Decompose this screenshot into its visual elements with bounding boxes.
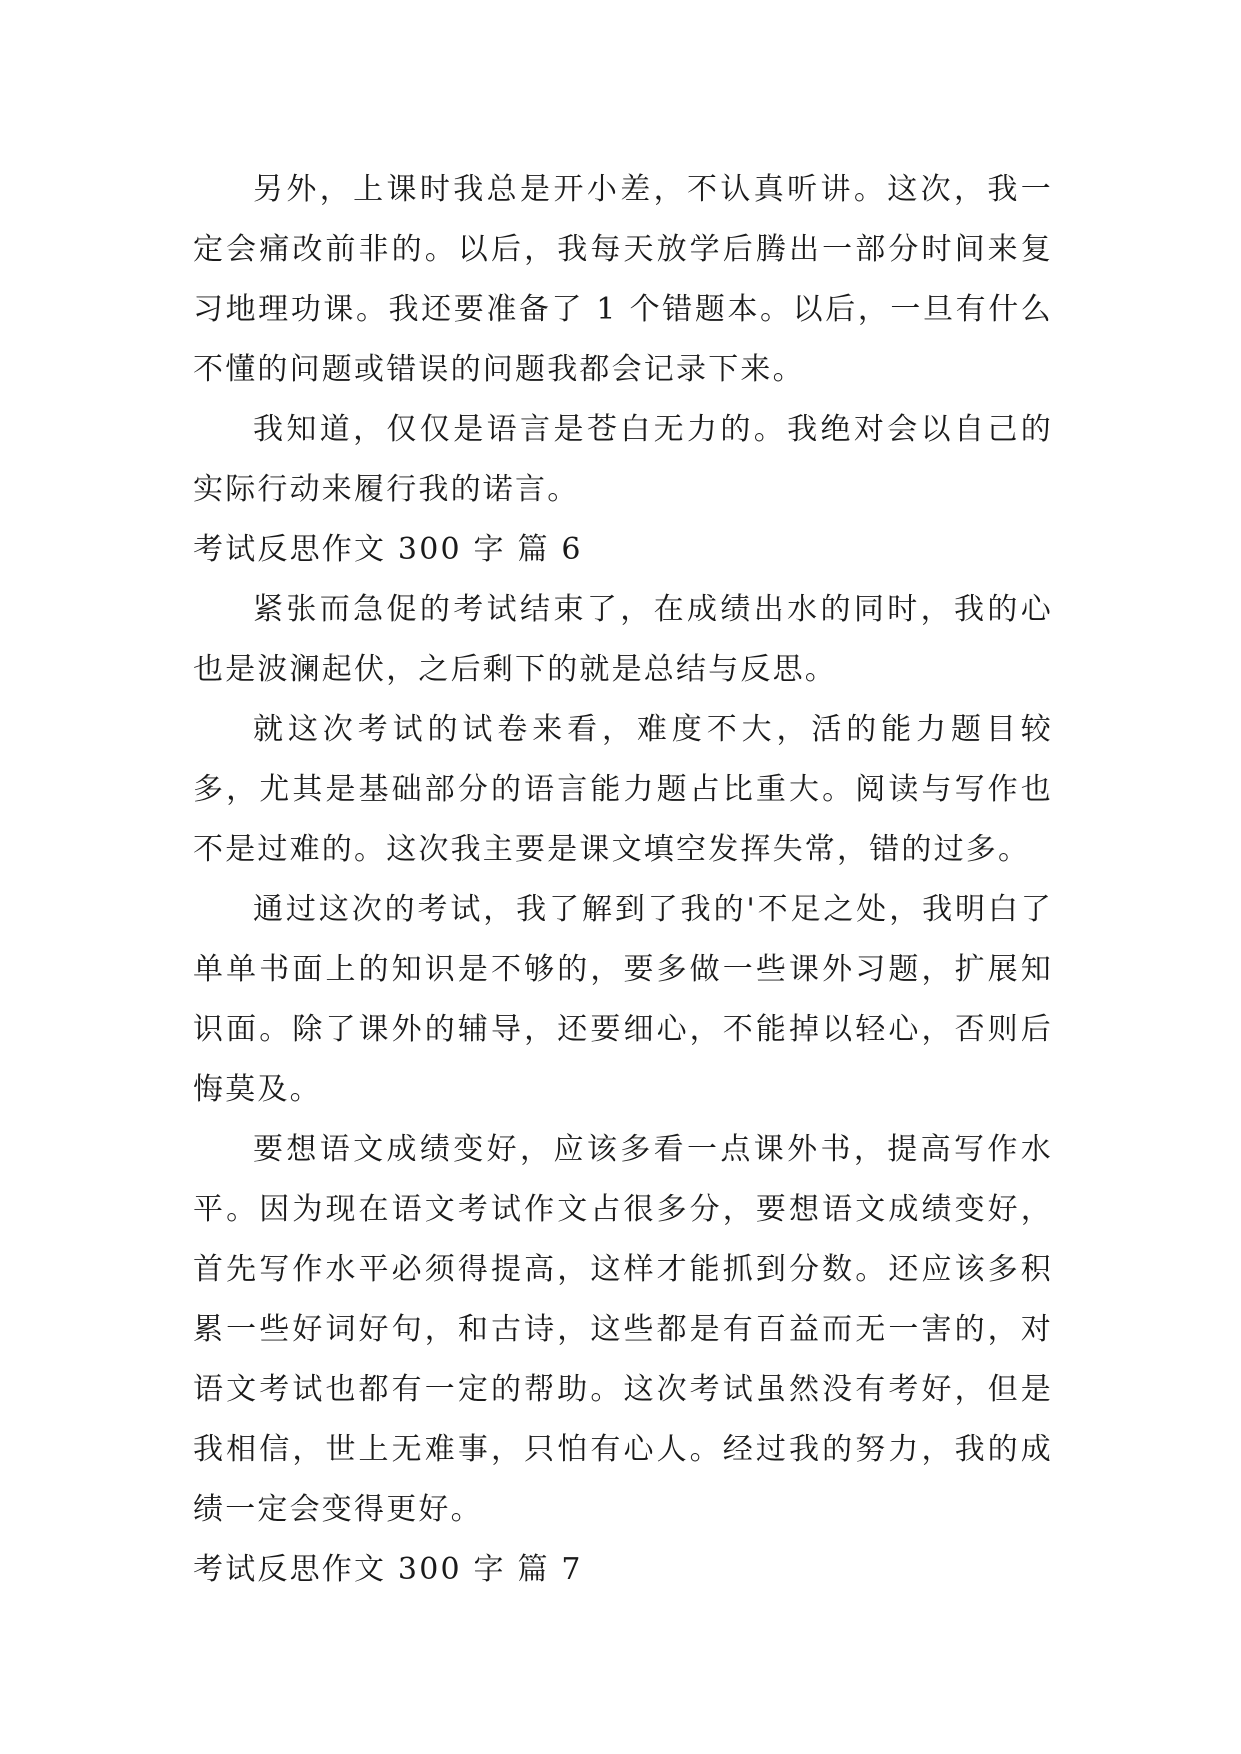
paragraph-shortcomings: 通过这次的考试，我了解到了我的'不足之处，我明白了单单书面上的知识是不够的，要多做一些课外习题，扩展知识面。除了课外的辅导，还要细心，不能掉以轻心，否则后悔莫及。 — [193, 892, 1053, 1107]
document-page — [193, 160, 1053, 1600]
paragraph-exam-analysis: 就这次考试的试卷来看，难度不大，活的能力题目较多，尤其是基础部分的语言能力题占比重大。阅读与写作也不是过难的。这次我主要是课文填空发挥失常，错的过多。 — [193, 712, 1053, 867]
paragraph-correction-plan: 另外，上课时我总是开小差，不认真听讲。这次，我一定会痛改前非的。以后，我每天放学后腾出一部分时间来复习地理功课。我还要准备了 1 个错题本。以后，一旦有什么不懂的问题或错误的问题我都会记录下来。 — [193, 172, 1053, 387]
paragraph-improvement: 要想语文成绩变好，应该多看一点课外书，提高写作水平。因为现在语文考试作文占很多分，要想语文成绩变好，首先写作水平必须得提高，这样才能抓到分数。还应该多积累一些好词好句，和古诗，这些都是有百益而无一害的，对语文考试也都有一定的帮助。这次考试虽然没有考好，但是我相信，世上无难事，只怕有心人。经过我的努力，我的成绩一定会变得更好。 — [193, 1132, 1053, 1527]
section-heading-7: 考试反思作文 300 字 篇 7 — [193, 1552, 583, 1587]
section-heading-6: 考试反思作文 300 字 篇 6 — [193, 532, 583, 567]
paragraph-exam-ended: 紧张而急促的考试结束了，在成绩出水的同时，我的心也是波澜起伏，之后剩下的就是总结与反思。 — [193, 592, 1053, 687]
paragraph-promise: 我知道，仅仅是语言是苍白无力的。我绝对会以自己的实际行动来履行我的诺言。 — [193, 412, 1053, 507]
